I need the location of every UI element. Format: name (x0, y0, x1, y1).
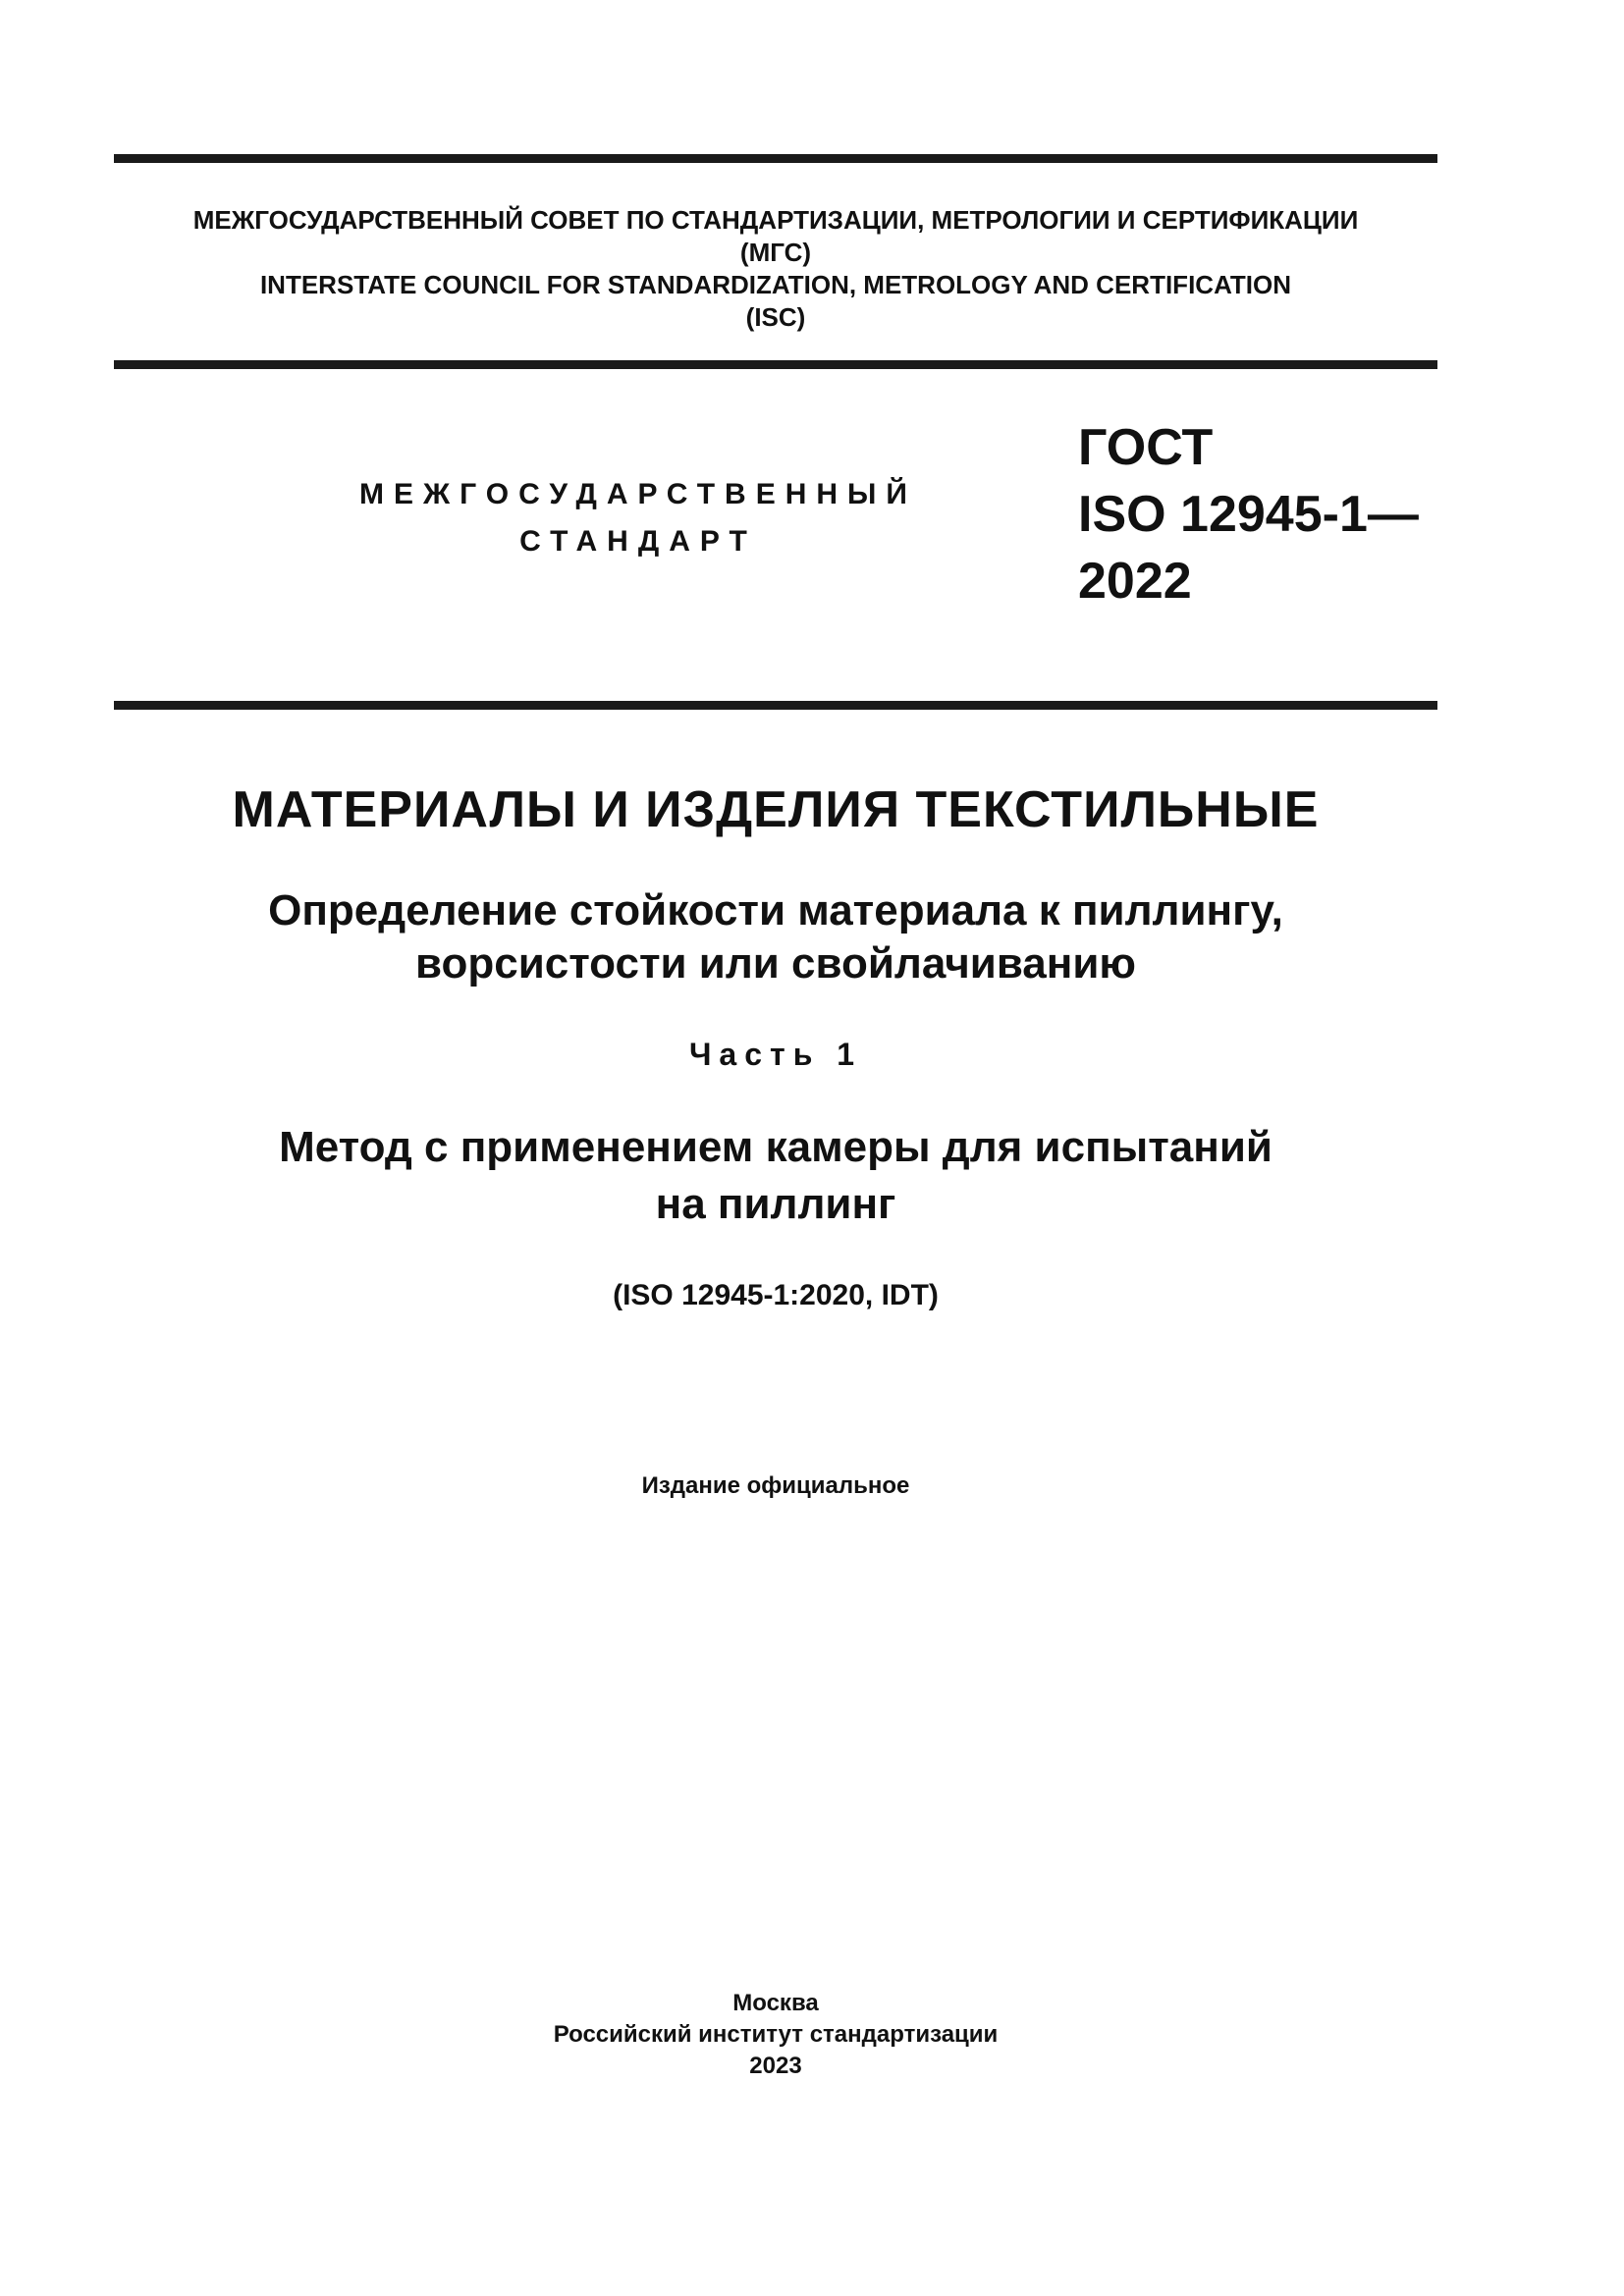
standard-designation (1078, 414, 1419, 614)
standard-type-line-1: МЕЖГОСУДАРСТВЕННЫЙ (359, 478, 917, 510)
top-divider (114, 154, 1437, 163)
council-name-en: INTERSTATE COUNCIL FOR STANDARDIZATION, METROLOGY AND CERTIFICATION (259, 270, 1292, 299)
standard-type-label (295, 471, 982, 565)
subtitle-line-2: ворсистости или свойлачиванию (415, 939, 1136, 988)
publisher-block (114, 1988, 1437, 2082)
publisher-institute: Российский институт стандартизации (553, 2021, 999, 2048)
publisher-city: Москва (732, 1990, 819, 2016)
edition-label: Издание официальное (641, 1472, 910, 1499)
method-title (114, 1119, 1437, 1233)
standard-number: ISO 12945-1— (1078, 486, 1419, 543)
standard-year: 2022 (1078, 553, 1192, 610)
council-header (114, 204, 1437, 334)
document-subtitle (114, 884, 1437, 990)
title-divider (114, 701, 1437, 710)
council-abbr-ru: (МГС) (739, 238, 812, 267)
document-title: МАТЕРИАЛЫ И ИЗДЕЛИЯ ТЕКСТИЛЬНЫЕ (232, 781, 1320, 838)
method-line-1: Метод с применением камеры для испытаний (279, 1123, 1272, 1171)
subtitle-line-1: Определение стойкости материала к пиллингу, (268, 886, 1283, 934)
header-divider (114, 360, 1437, 369)
standard-type-line-2: СТАНДАРТ (519, 525, 757, 558)
method-line-2: на пиллинг (655, 1180, 896, 1228)
publisher-year: 2023 (749, 2053, 802, 2079)
iso-reference: (ISO 12945-1:2020, IDT) (613, 1279, 939, 1311)
part-label: Часть 1 (688, 1037, 863, 1072)
council-name-ru: МЕЖГОСУДАРСТВЕННЫЙ СОВЕТ ПО СТАНДАРТИЗАЦИИ, МЕТРОЛОГИИ И СЕРТИФИКАЦИИ (192, 205, 1359, 235)
council-abbr-en: (ISC) (745, 302, 806, 332)
gost-label: ГОСТ (1078, 419, 1214, 476)
